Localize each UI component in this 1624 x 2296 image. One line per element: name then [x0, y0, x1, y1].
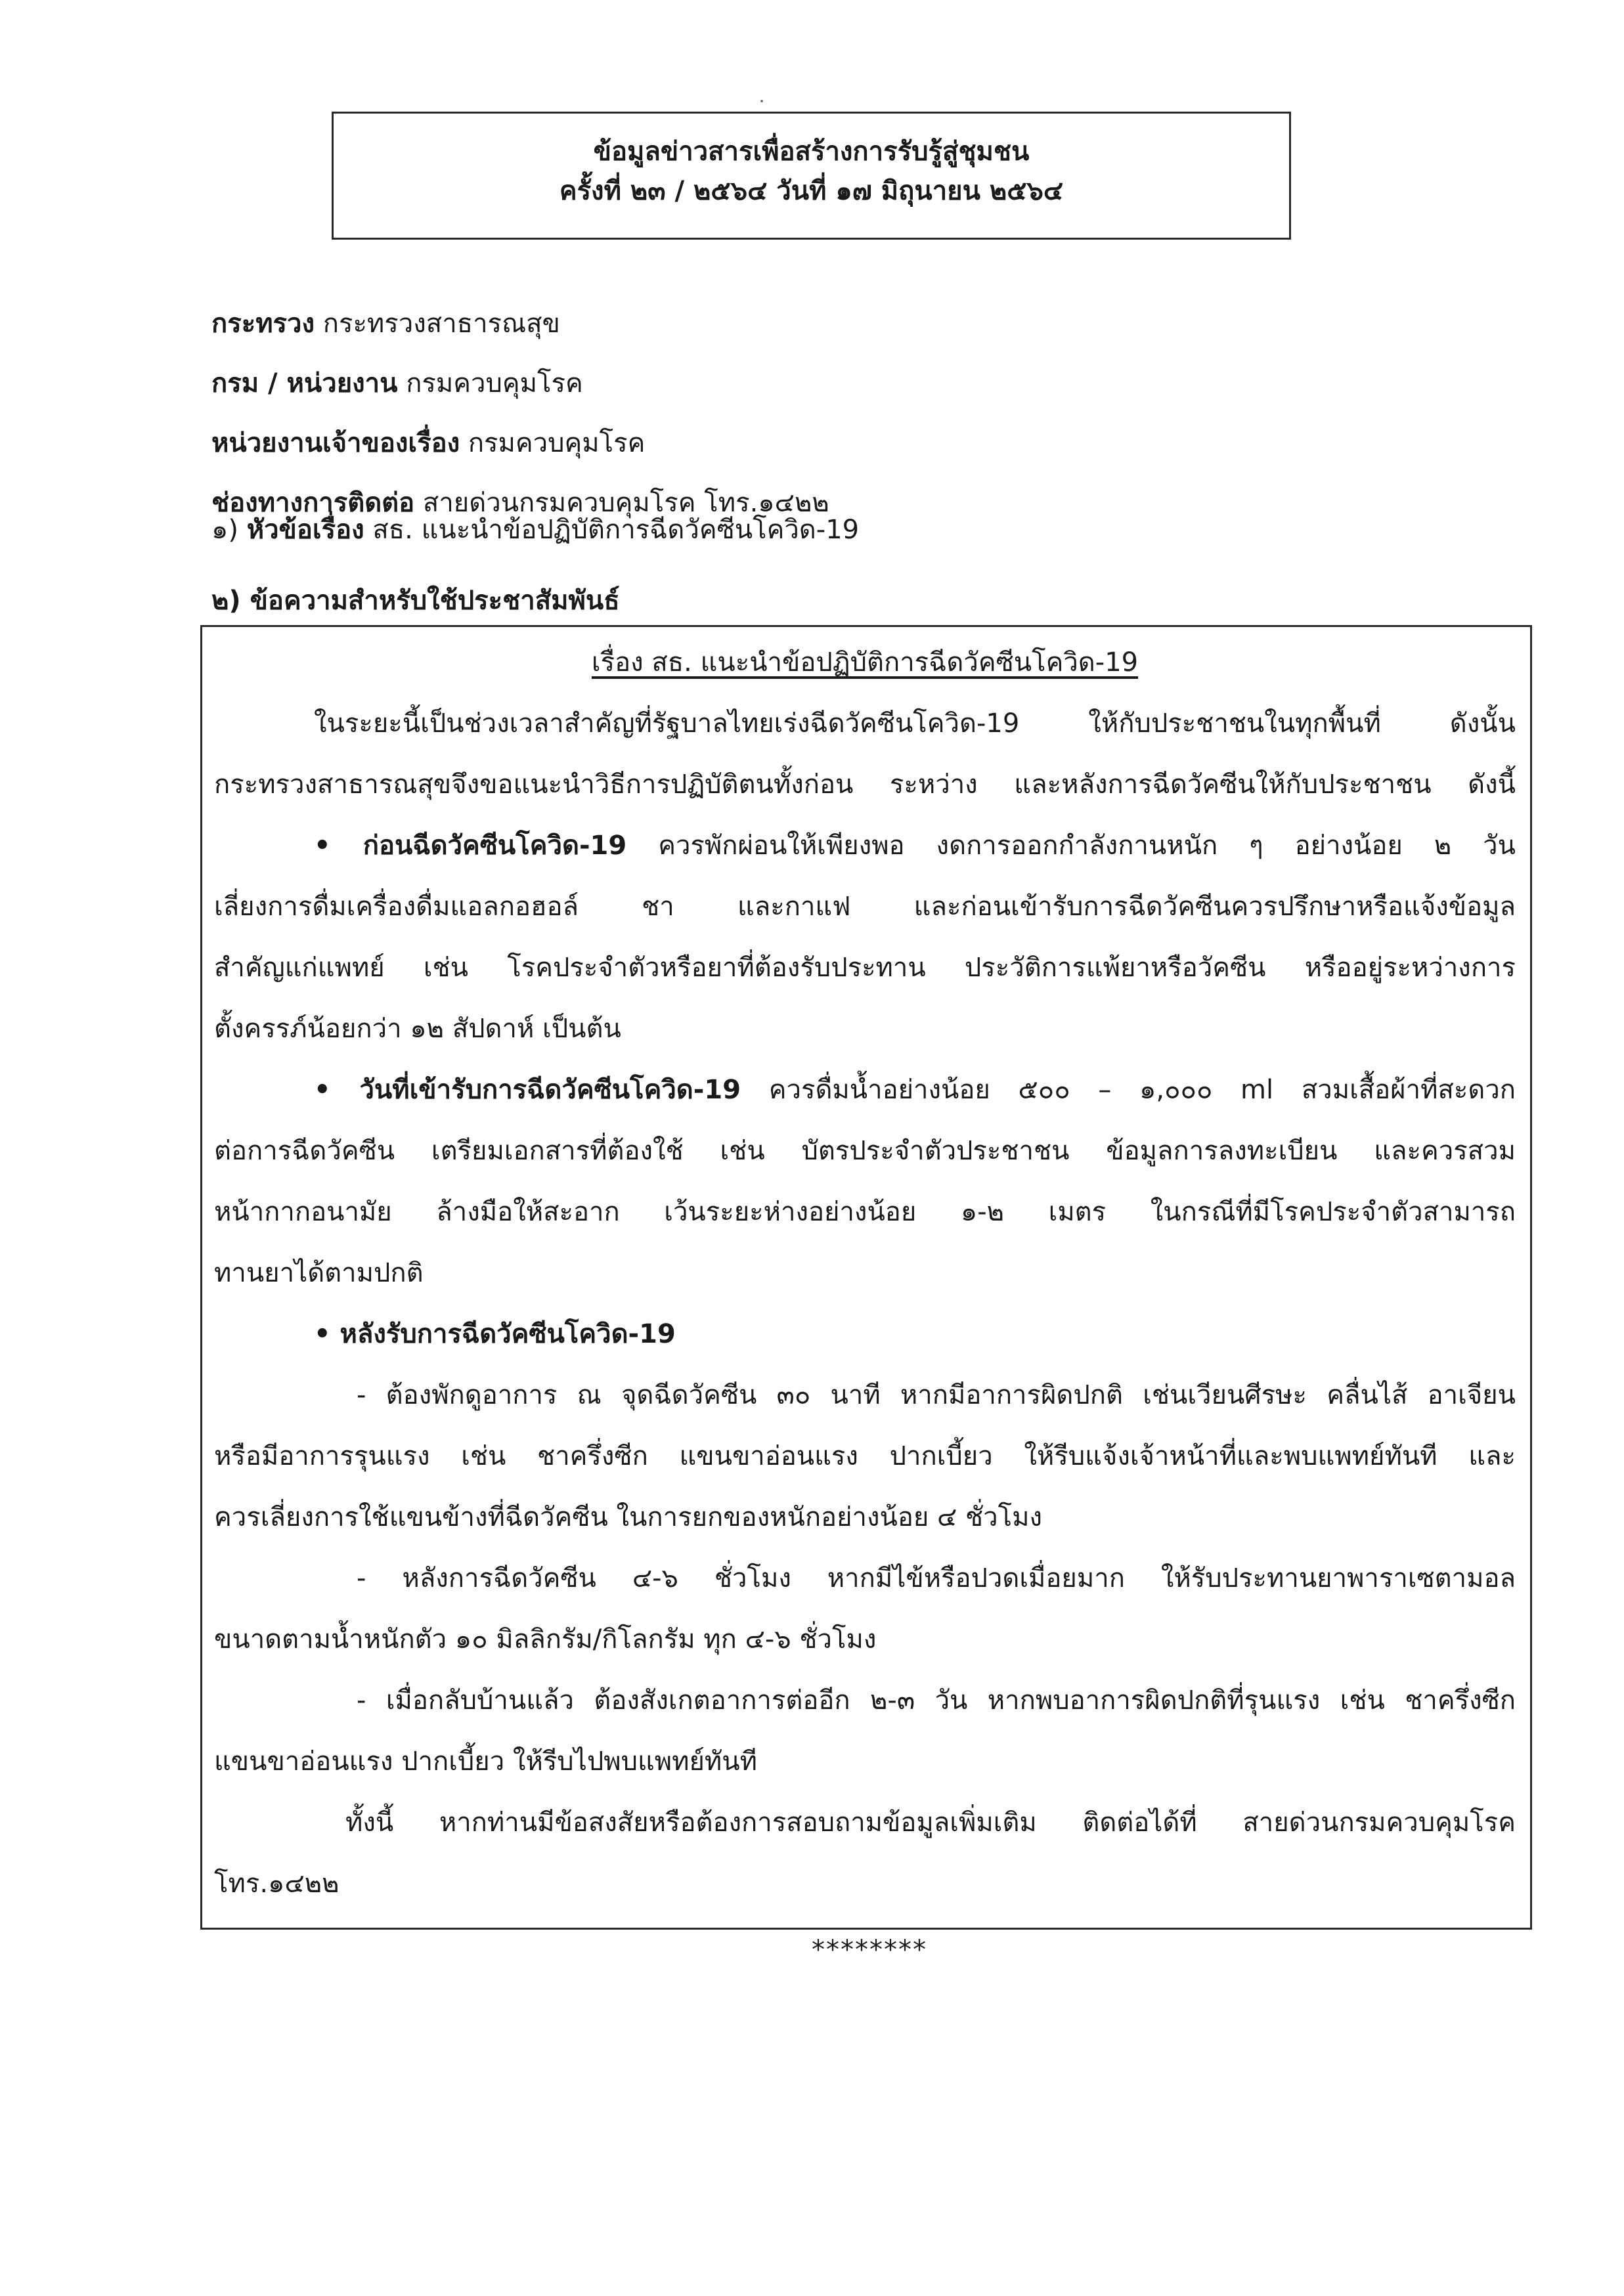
day-text-1: ควรดื่มน้ำอย่างน้อย ๕๐๐ – ๑,๐๐๐ ml สวมเสื้อผ้าที่สะดวก — [741, 1075, 1516, 1105]
meta-ministry-value: กระทรวงสาธารณสุข — [315, 309, 560, 339]
after-c-line-1: - เมื่อกลับบ้านแล้ว ต้องสังเกตอาการต่ออีก ๒-๓ วัน หากพบอาการผิดปกติที่รุนแรง เช่น ชาครึ่งซีก — [357, 1685, 1516, 1716]
day-line-1 — [214, 1060, 1516, 1121]
before-line-3: สำคัญแก่แพทย์ เช่น โรคประจำตัวหรือยาที่ต้องรับประทาน ประวัติการแพ้ยาหรือวัคซีน หรืออยู่ระหว่างการ — [214, 953, 1516, 983]
meta-department — [211, 354, 829, 414]
after-a-line-3: ควรเลี่ยงการใช้แขนข้างที่ฉีดวัคซีน ในการยกของหนักอย่างน้อย ๔ ชั่วโมง — [214, 1502, 1042, 1532]
section-pr-message: ๒) ข้อความสำหรับใช้ประชาสัมพันธ์ — [211, 586, 620, 616]
meta-owner-label: หน่วยงานเจ้าของเรื่อง — [211, 428, 460, 458]
after-c-line-2: แขนขาอ่อนแรง ปากเบี้ยว ให้รีบไปพบแพทย์ทันที — [214, 1746, 757, 1777]
after-b-line-1: - หลังการฉีดวัคซีน ๔-๖ ชั่วโมง หากมีไข้หรือปวดเมื่อยมาก ให้รับประทานยาพาราเซตามอล — [357, 1563, 1516, 1593]
meta-contact-label: ช่องทางการติดต่อ — [211, 488, 415, 518]
after-a-line-2: หรือมีอาการรุนแรง เช่น ชาครึ่งซีก แขนขาอ่อนแรง ปากเบี้ยว ให้รีบแจ้งเจ้าหน้าที่และพบแพทย์ทันที และ — [214, 1441, 1516, 1471]
scan-dot-mark — [760, 100, 763, 102]
before-text-1: ควรพักผ่อนให้เพียงพอ งดการออกกำลังกานหนัก ๆ อย่างน้อย ๒ วัน — [626, 831, 1516, 861]
day-line-3: หน้ากากอนามัย ล้างมือให้สะอาก เว้นระยะห่างอย่างน้อย ๑-๒ เมตร ในกรณีที่มีโรคประจำตัวสามารถ — [214, 1197, 1516, 1227]
after-heading: • หลังรับการฉีดวัคซีนโควิด-19 — [314, 1319, 676, 1349]
day-line-2: ต่อการฉีดวัคซีน เตรียมเอกสารที่ต้องใช้ เช่น บัตรประจำตัวประชาชน ข้อมูลการลงทะเบียน และควรสวม — [214, 1136, 1516, 1166]
meta-ministry-label: กระทรวง — [211, 309, 315, 339]
section-topic-prefix: ๑) — [211, 515, 247, 545]
meta-ministry — [211, 294, 829, 354]
header-title: ข้อมูลข่าวสารเพื่อสร้างการรับรู้สู่ชุมชน — [593, 137, 1030, 167]
pr-content-box — [200, 625, 1532, 1930]
meta-owner-value: กรมควบคุมโรค — [460, 428, 646, 458]
before-line-2: เลี่ยงการดื่มเครื่องดื่มแอลกอฮอล์ ชา และกาแฟ และก่อนเข้ารับการฉีดวัคซีนควรปรึกษาหรือแจ้งข้อมูล — [214, 892, 1516, 922]
meta-owner — [211, 414, 829, 473]
meta-department-label: กรม / หน่วยงาน — [211, 368, 398, 399]
header-box — [332, 112, 1291, 240]
after-a-line-1: - ต้องพักดูอาการ ณ จุดฉีดวัคซีน ๓๐ นาที หากมีอาการผิดปกติ เช่นเวียนศีรษะ คลื่นไส้ อาเจียน — [357, 1380, 1516, 1410]
day-line-4: ทานยาได้ตามปกติ — [214, 1258, 424, 1288]
meta-department-value: กรมควบคุมโรค — [397, 368, 583, 399]
closing-line-2: โทร.๑๔๒๒ — [214, 1869, 340, 1899]
header-issue-date: ครั้งที่ ๒๓ / ๒๕๖๔ วันที่ ๑๗ มิถุนายน ๒๕๖๔ — [559, 176, 1064, 206]
section-topic-label: หัวข้อเรื่อง — [246, 515, 364, 545]
before-heading: • ก่อนฉีดวัคซีนโควิด-19 — [314, 831, 627, 861]
section-topic — [211, 507, 859, 553]
before-line-1 — [214, 815, 1516, 877]
closing-line-1: ทั้งนี้ หากท่านมีข้อสงสัยหรือต้องการสอบถามข้อมูลเพิ่มเติม ติดต่อได้ที่ สายด่วนกรมควบคุมโรค — [345, 1808, 1516, 1838]
end-mark: ******** — [812, 1935, 927, 1965]
day-heading: • วันที่เข้ารับการฉีดวัคซีนโควิด-19 — [314, 1075, 741, 1105]
after-b-line-2: ขนาดตามน้ำหนักตัว ๑๐ มิลลิกรัม/กิโลกรัม ทุก ๔-๖ ชั่วโมง — [214, 1624, 877, 1655]
meta-contact-value: สายด่วนกรมควบคุมโรค โทร.๑๔๒๒ — [414, 488, 829, 518]
meta-info — [211, 294, 829, 533]
story-title: เรื่อง สธ. แนะนำข้อปฏิบัติการฉีดวัคซีนโควิด-19 — [591, 647, 1139, 678]
before-line-4: ตั้งครรภ์น้อยกว่า ๑๒ สัปดาห์ เป็นต้น — [214, 1014, 621, 1044]
section-topic-value: สธ. แนะนำข้อปฏิบัติการฉีดวัคซีนโควิด-19 — [364, 515, 860, 545]
intro-line-1: ในระยะนี้เป็นช่วงเวลาสำคัญที่รัฐบาลไทยเร่งฉีดวัคซีนโควิด-19 ให้กับประชาชนในทุกพื้นที่ ดังนั้น — [314, 708, 1516, 739]
intro-line-2: กระทรวงสาธารณสุขจึงขอแนะนำวิธีการปฏิบัติตนทั้งก่อน ระหว่าง และหลังการฉีดวัคซีนให้กับประชาชน ดังนี้ — [214, 769, 1516, 800]
